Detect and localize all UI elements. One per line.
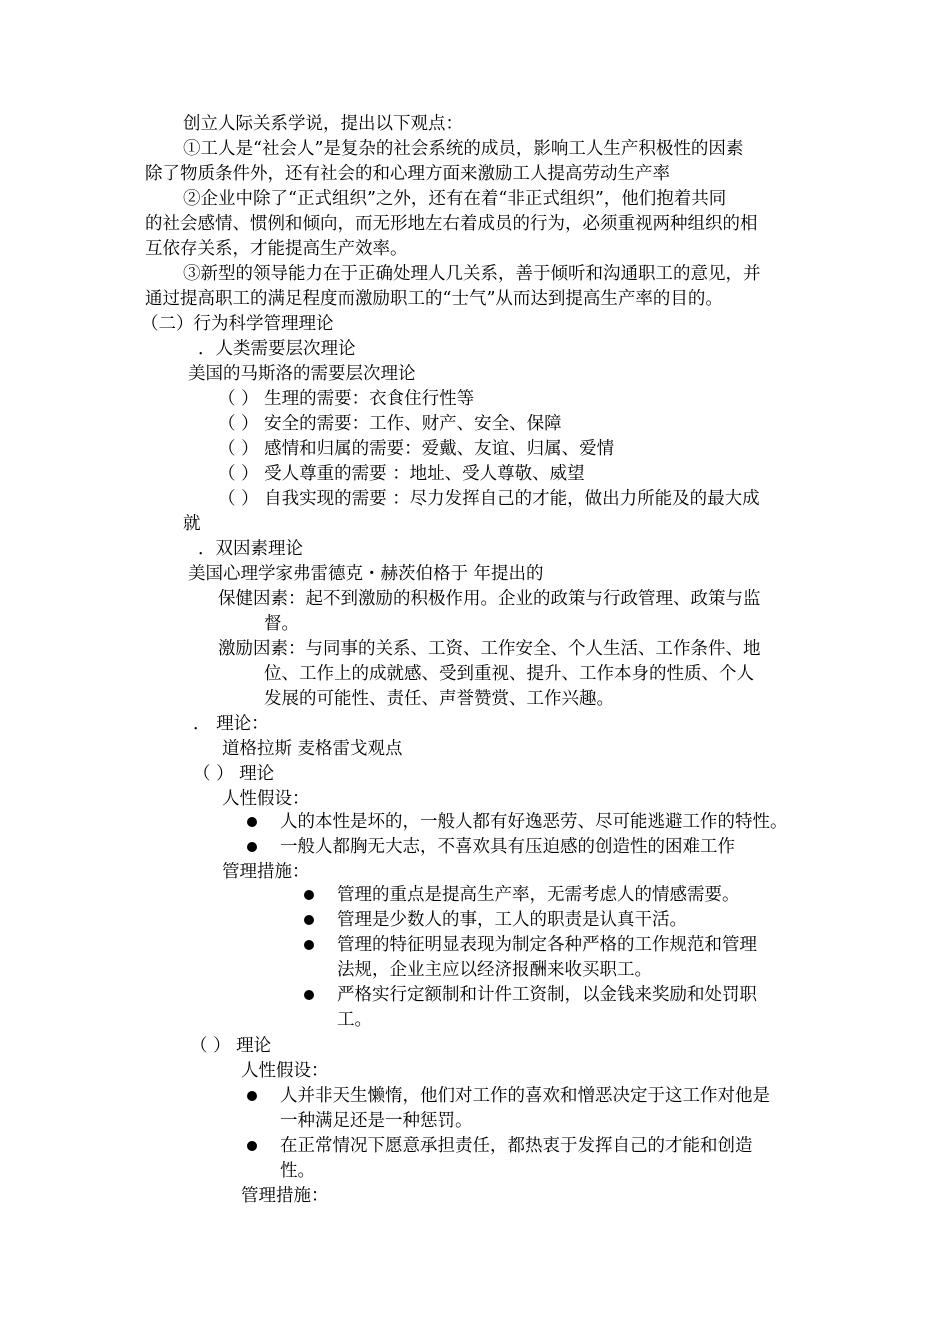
bullet-item: 一般人都胸无大志，不喜欢具有压迫感的创造性的困难工作 [280, 837, 735, 857]
bullet-item: 人的本性是坏的，一般人都有好逸恶劳、尽可能逃避工作的特性。 [280, 812, 788, 832]
subsection-heading: ． 理论： [193, 714, 269, 734]
bullet-icon [304, 915, 314, 925]
bullet-item: 严格实行定额制和计件工资制，以金钱来奖励和处罚职 [337, 985, 757, 1005]
text-line: 道格拉斯 麦格雷戈观点 [222, 739, 403, 759]
subsection-heading: （ ） 理论 [193, 764, 275, 784]
bullet-item-continuation: 一种满足还是一种惩罚。 [280, 1111, 473, 1131]
bullet-icon [304, 890, 314, 900]
text-line: 位、工作上的成就感、受到重视、提升、工作本身的性质、个人 [264, 664, 754, 684]
text-line: 人性假设： [241, 1061, 329, 1081]
list-item: （ ） 安全的需要：工作、财产、安全、保障 [218, 414, 562, 434]
text-line: 通过提高职工的满足程度而激励职工的“士气”从而达到提高生产率的目的。 [145, 289, 723, 309]
bullet-icon [304, 940, 314, 950]
text-line: 美国的马斯洛的需要层次理论 [188, 364, 416, 384]
bullet-item: 人并非天生懒惰，他们对工作的喜欢和憎恶决定于这工作对他是 [280, 1086, 770, 1106]
list-item: （ ） 自我实现的需要 ：尽力发挥自己的才能，做出力所能及的最大成 [218, 489, 760, 509]
bullet-item: 管理的特征明显表现为制定各种严格的工作规范和管理 [337, 935, 757, 955]
text-line: ①工人是“社会人”是复杂的社会系统的成员，影响工人生产积极性的因素 [183, 139, 744, 159]
text-line: 保健因素：起不到激励的积极作用。企业的政策与行政管理、政策与监 [218, 589, 761, 609]
subsection-heading: ．双因素理论 [198, 539, 303, 559]
bullet-item-continuation: 性。 [280, 1161, 315, 1181]
text-line: ②企业中除了“正式组织”之外，还有在着“非正式组织”，他们抱着共同 [183, 189, 727, 209]
list-item: （ ） 受人尊重的需要 ：地址、受人尊敬、威望 [218, 464, 585, 484]
text-line: 就 [183, 514, 201, 534]
text-line: 除了物质条件外，还有社会的和心理方面来激励工人提高劳动生产率 [145, 164, 670, 184]
text-line: 管理措施： [241, 1186, 329, 1206]
text-line: 的社会感情、惯例和倾向，而无形地左右着成员的行为，必须重视两种组织的相 [145, 214, 758, 234]
text-line: 美国心理学家弗雷德克・赫茨伯格于 年提出的 [188, 564, 544, 584]
bullet-item-continuation: 法规，企业主应以经济报酬来收买职工。 [337, 960, 652, 980]
text-line: 激励因素：与同事的关系、工资、工作安全、个人生活、工作条件、地 [218, 639, 761, 659]
subsection-heading: ．人类需要层次理论 [198, 339, 356, 359]
bullet-item: 管理的重点是提高生产率，无需考虑人的情感需要。 [337, 885, 740, 905]
bullet-icon [247, 1091, 257, 1101]
text-line: ③新型的领导能力在于正确处理人几关系，善于倾听和沟通职工的意见，并 [183, 264, 761, 284]
section-heading: （二）行为科学管理理论 [141, 314, 334, 334]
subsection-heading: （ ） 理论 [190, 1036, 272, 1056]
text-line: 创立人际关系学说，提出以下观点： [183, 114, 463, 134]
text-line: 发展的可能性、责任、声誉赞赏、工作兴趣。 [264, 689, 614, 709]
text-line: 管理措施： [222, 862, 310, 882]
list-item: （ ） 感情和归属的需要：爱戴、友谊、归属、爱情 [218, 439, 615, 459]
bullet-icon [247, 842, 257, 852]
bullet-icon [247, 1141, 257, 1151]
bullet-item-continuation: 工。 [337, 1010, 372, 1030]
bullet-icon [247, 817, 257, 827]
bullet-icon [304, 990, 314, 1000]
bullet-item: 管理是少数人的事，工人的职责是认真干活。 [337, 910, 687, 930]
text-line: 互依存关系，才能提高生产效率。 [145, 239, 408, 259]
list-item: （ ） 生理的需要：衣食住行性等 [218, 389, 475, 409]
text-line: 督。 [264, 614, 299, 634]
bullet-item: 在正常情况下愿意承担责任，都热衷于发挥自己的才能和创造 [280, 1136, 753, 1156]
text-line: 人性假设： [222, 789, 310, 809]
